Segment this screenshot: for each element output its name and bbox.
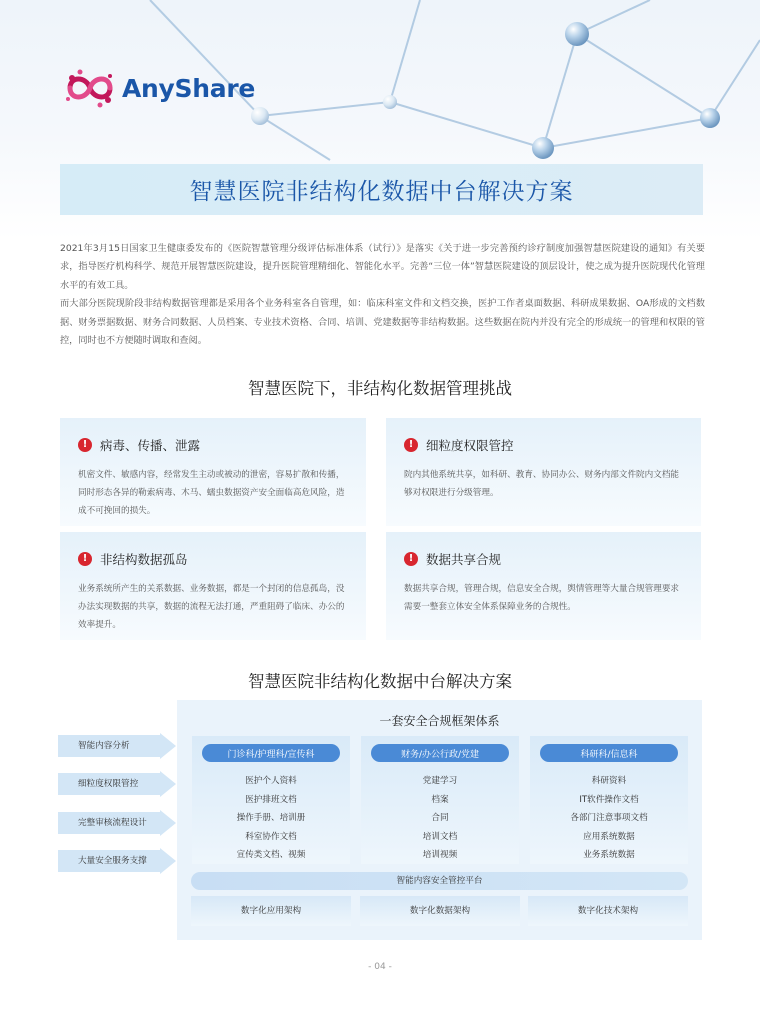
challenge-card-permission [386, 418, 701, 526]
column-item: 党建学习 [422, 776, 458, 786]
capability-label: 智能内容分析 [78, 741, 130, 751]
column-item: 合同 [431, 813, 449, 824]
column-item: 医护排班文档 [245, 794, 297, 805]
column-item: 培训视频 [422, 850, 458, 861]
intro-paragraph: 而大部分医院现阶段非结构数据管理都是采用各个业务科室各自管理，如：临床科室文件和文档交换，医护工作者桌面数据、科研成果数据、OA形成的文档数据、财务票据数据、财务合同数据、人员档案、专业技术资格、合同、培训、党建数据等非结构数据。这些数据在院内并没有完全的形成统一的管理和权限的管控，同时也不方便随时调取和查阅。 [60, 298, 705, 347]
column-item: 医护个人资料 [245, 776, 297, 786]
capability-label: 细粒度权限管控 [78, 779, 139, 789]
column-item: 各部门注意事项文档 [570, 813, 648, 824]
exclamation-circle-icon: ! [404, 438, 418, 452]
exclamation-circle-icon: ! [78, 552, 92, 566]
page-number: - 04 - [368, 962, 392, 972]
capability-arrow [58, 771, 176, 797]
card-title: 数据共享合规 [426, 552, 502, 567]
column-item: 科室协作文档 [245, 831, 297, 842]
column-item: 宣传类文档、视频 [236, 850, 306, 861]
department-column [530, 736, 688, 864]
exclamation-circle-icon: ! [78, 438, 92, 452]
column-head: 门诊科/护理科/宣传科 [202, 744, 340, 762]
anyshare-logo-icon [64, 68, 116, 108]
capability-label: 大量安全服务支撑 [78, 856, 147, 866]
framework-title: 一套安全合规框架体系 [379, 714, 500, 728]
challenge-card-compliance [386, 532, 701, 640]
card-title: 非结构数据孤岛 [100, 552, 188, 567]
column-head: 科研科/信息科 [540, 744, 678, 762]
column-item: 培训文档 [422, 831, 458, 842]
department-column [192, 736, 350, 864]
column-head: 财务/办公行政/党建 [371, 744, 509, 762]
exclamation-circle-icon: ! [404, 552, 418, 566]
challenges-title: 智慧医院下，非结构化数据管理挑战 [248, 379, 512, 398]
column-item: 科研资料 [591, 776, 627, 786]
intro-paragraph: 2021年3月15日国家卫生健康委发布的《医院智慧管理分级评估标准体系（试行）》是落实《关于进一步完善预约诊疗制度加强智慧医院建设的通知》有关要求，指导医疗机构科学、规范开展智慧医院建设，提升医院管理精细化、智能化水平。完善“三位一体”智慧医院建设的顶层设计，使之成为提升医院现代化管理水平的有效工具。 [60, 243, 705, 291]
brand-name: AnyShare [122, 73, 256, 103]
card-body: 院内其他系统共享，如科研、教育、协同办公、财务内部文件院内文档能够对权限进行分级管理。 [404, 470, 680, 498]
department-column [361, 736, 519, 864]
architecture-block: 数字化应用架构 [191, 896, 351, 926]
column-item: 操作手册、培训册 [236, 813, 306, 824]
capability-arrow [58, 848, 176, 874]
capability-label: 完整审核流程设计 [78, 818, 147, 828]
intro-text [60, 240, 705, 350]
card-body: 数据共享合规，管理合规，信息安全合规，舆情管理等大量合规管理要求需要一整套立体安全体系保障业务的合规性。 [404, 584, 680, 612]
column-item: IT软件操作文档 [579, 794, 639, 805]
page-title: 智慧医院非结构化数据中台解决方案 [189, 179, 574, 205]
platform-bar: 智能内容安全管控平台 [191, 872, 688, 890]
solution-title: 智慧医院非结构化数据中台解决方案 [248, 672, 512, 691]
column-item: 应用系统数据 [583, 831, 635, 842]
page-title-band [60, 164, 703, 215]
column-item: 业务系统数据 [583, 850, 635, 861]
card-body: 机密文件、敏感内容，经常发生主动或被动的泄密，容易扩散和传播，同时形态各异的勒索病毒、木马、蠕虫数据资产安全面临高危风险，造成不可挽回的损失。 [78, 470, 345, 516]
capability-arrow [58, 733, 176, 759]
card-title: 病毒、传播、泄露 [100, 438, 201, 453]
card-title: 细粒度权限管控 [426, 438, 514, 453]
architecture-block: 数字化数据架构 [360, 896, 520, 926]
challenge-card-data-island [60, 532, 366, 640]
brand-logo [64, 68, 255, 108]
architecture-block: 数字化技术架构 [528, 896, 688, 926]
capability-arrow [58, 810, 176, 836]
challenge-card-virus [60, 418, 366, 526]
column-item: 档案 [431, 794, 449, 805]
card-body: 业务系统所产生的关系数据、业务数据，都是一个封闭的信息孤岛，没办法实现数据的共享，数据的流程无法打通，严重阻碍了临床、办公的效率提升。 [78, 584, 345, 630]
